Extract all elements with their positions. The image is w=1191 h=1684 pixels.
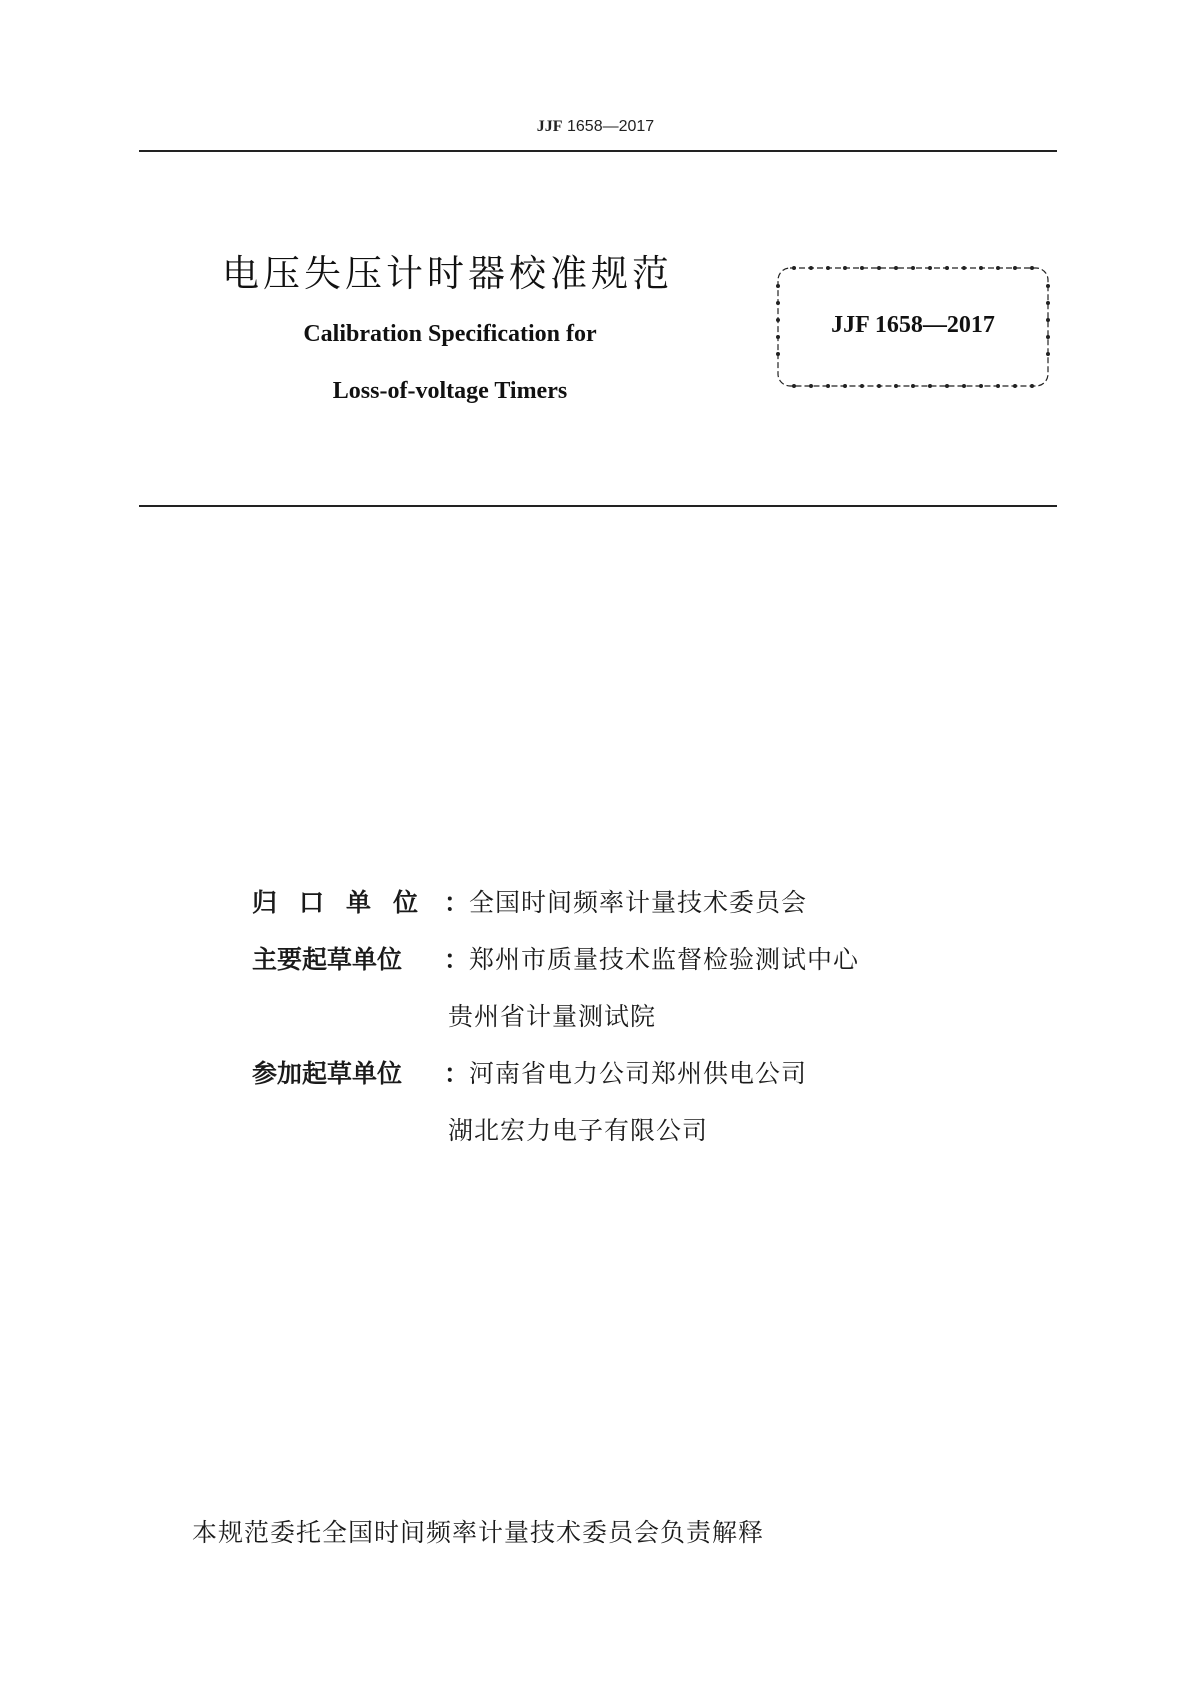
header-code-prefix: JJF: [536, 118, 563, 135]
responsible-unit-label: 归口单位: [252, 888, 441, 917]
frame-ornament-dot: [945, 384, 949, 388]
frame-ornament-dot: [996, 266, 1000, 270]
frame-ornament-dot: [776, 301, 780, 305]
frame-ornament-dot: [911, 384, 915, 388]
frame-ornament-dot: [962, 266, 966, 270]
frame-ornament-dot: [962, 384, 966, 388]
frame-ornament-dot: [860, 384, 864, 388]
participating-drafting-unit-row: [252, 1054, 859, 1111]
responsible-unit-value: 全国时间频率计量技术委员会: [469, 888, 808, 917]
frame-ornament-dot: [945, 266, 949, 270]
frame-ornament-dot: [877, 266, 881, 270]
frame-ornament-dot: [809, 266, 813, 270]
running-header: [0, 118, 1191, 136]
frame-ornament-dot: [1013, 384, 1017, 388]
specification-code-box: [774, 264, 1052, 390]
frame-ornament-dot: [894, 384, 898, 388]
main-drafting-unit-value: 郑州市质量技术监督检验测试中心: [469, 945, 860, 974]
frame-ornament-dot: [996, 384, 1000, 388]
bottom-divider: [139, 505, 1057, 507]
frame-ornament-dot: [1046, 352, 1050, 356]
frame-ornament-dot: [1046, 284, 1050, 288]
main-drafting-unit-row: [252, 940, 859, 997]
specification-code: JJF 1658—2017: [831, 312, 995, 338]
title-chinese: 电压失压计时器校准规范: [222, 252, 673, 295]
top-divider: [139, 150, 1057, 152]
main-drafting-unit-row-2: [252, 997, 859, 1054]
label-colon: ：: [444, 945, 470, 974]
frame-ornament-dot: [911, 266, 915, 270]
title-english-line1: Calibration Specification for: [303, 321, 597, 347]
participating-drafting-unit-value: 河南省电力公司郑州供电公司: [469, 1059, 808, 1088]
participating-drafting-unit-label: 参加起草单位: [252, 1059, 403, 1088]
label-colon: ：: [444, 888, 470, 917]
frame-ornament-dot: [1030, 384, 1034, 388]
frame-ornament-dot: [792, 384, 796, 388]
frame-ornament-dot: [1046, 301, 1050, 305]
participating-drafting-unit-value: 湖北宏力电子有限公司: [448, 1116, 709, 1145]
main-drafting-unit-value: 贵州省计量测试院: [448, 1002, 657, 1031]
main-drafting-unit-label: 主要起草单位: [252, 945, 403, 974]
title-english-line2: Loss-of-voltage Timers: [332, 378, 568, 404]
frame-ornament-dot: [860, 266, 864, 270]
participating-drafting-unit-row-2: [252, 1111, 859, 1168]
frame-ornament-dot: [877, 384, 881, 388]
responsible-unit-row: [252, 883, 859, 940]
frame-ornament-dot: [826, 384, 830, 388]
frame-ornament-dot: [1013, 266, 1017, 270]
header-code-number: 1658—2017: [562, 118, 655, 135]
label-colon: ：: [444, 1059, 470, 1088]
frame-ornament-dot: [776, 284, 780, 288]
frame-ornament-dot: [979, 266, 983, 270]
frame-ornament-dot: [894, 266, 898, 270]
frame-ornament-dot: [843, 266, 847, 270]
frame-ornament-dot: [809, 384, 813, 388]
frame-ornament-dot: [826, 266, 830, 270]
frame-ornament-dot: [928, 266, 932, 270]
frame-ornament-dot: [843, 384, 847, 388]
frame-ornament-dot: [979, 384, 983, 388]
frame-ornament-dot: [792, 266, 796, 270]
frame-ornament-dot: [1030, 266, 1034, 270]
frame-ornament-dot: [776, 352, 780, 356]
frame-ornament-dot: [928, 384, 932, 388]
interpretation-note: 本规范委托全国时间频率计量技术委员会负责解释: [192, 1518, 765, 1547]
drafting-units-section: [252, 883, 859, 1168]
